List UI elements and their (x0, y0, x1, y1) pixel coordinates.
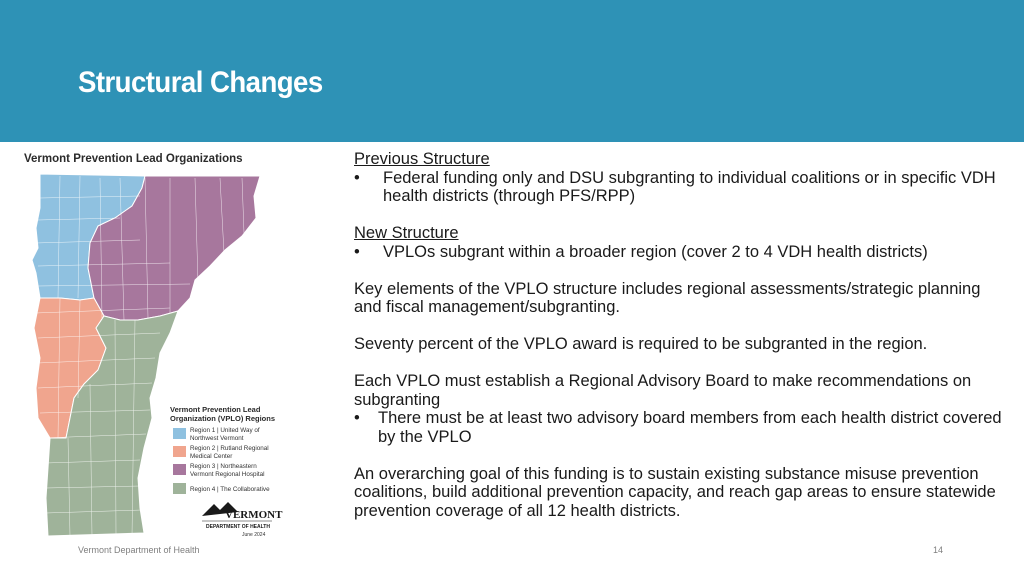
slide-title: Structural Changes (78, 66, 323, 99)
legend-swatch (173, 446, 186, 457)
page-number: 14 (932, 545, 943, 555)
legend-title-1: Vermont Prevention Lead (170, 405, 261, 414)
logo-subtext: DEPARTMENT OF HEALTH (206, 524, 270, 530)
new-structure-bullet (354, 243, 1004, 262)
bullet-icon: • (354, 409, 360, 427)
previous-structure-heading: Previous Structure (354, 150, 490, 168)
vplo-region-map (20, 148, 320, 540)
overarching-goal-paragraph: An overarching goal of this funding is to sustain existing substance misuse prevention coalitions, build additional prevention capacity, and reach gap areas to ensure statewide prevention coverage of all 12 health districts. (354, 464, 996, 520)
footer-organization: Vermont Department of Health (78, 545, 200, 555)
legend-swatch (173, 483, 186, 494)
logo-text: VERMONT (225, 509, 283, 521)
vermont-health-logo (202, 502, 283, 538)
map-title: Vermont Prevention Lead Organizations (24, 153, 243, 165)
bullet-text: Federal funding only and DSU subgranting to individual coalitions or in specific VDH health districts (through PFS/RPP) (383, 168, 996, 205)
legend-swatch (173, 464, 186, 475)
slide-content (354, 150, 1004, 520)
bullet-text: There must be at least two advisory board members from each health district covered by the VPLO (378, 409, 1002, 446)
legend-swatch (173, 428, 186, 439)
legend-label: Region 3 | Northeastern (190, 463, 257, 470)
legend-title-2: Organization (VPLO) Regions (170, 414, 276, 423)
new-structure-heading: New Structure (354, 224, 459, 242)
bullet-icon: • (354, 168, 360, 187)
seventy-percent-paragraph: Seventy percent of the VPLO award is required to be subgranted in the region. (354, 335, 928, 353)
map-date: June 2024 (242, 532, 266, 538)
map-legend (170, 405, 275, 494)
legend-label: Region 4 | The Collaborative (190, 486, 270, 493)
legend-label: Region 2 | Rutland Regional (190, 445, 269, 452)
advisory-board-bullet (354, 409, 1004, 446)
legend-label: Vermont Regional Hospital (190, 471, 265, 478)
legend-label: Medical Center (190, 453, 233, 460)
legend-label: Northwest Vermont (190, 435, 244, 442)
advisory-board-paragraph: Each VPLO must establish a Regional Advisory Board to make recommendations on subgranting (354, 372, 972, 409)
bullet-icon: • (354, 242, 360, 261)
previous-structure-bullet (354, 169, 1004, 206)
legend-label: Region 1 | United Way of (190, 427, 260, 434)
key-elements-paragraph: Key elements of the VPLO structure includes regional assessments/strategic planning and fiscal management/subgranting. (354, 279, 981, 316)
bullet-text: VPLOs subgrant within a broader region (cover 2 to 4 VDH health districts) (383, 242, 928, 261)
